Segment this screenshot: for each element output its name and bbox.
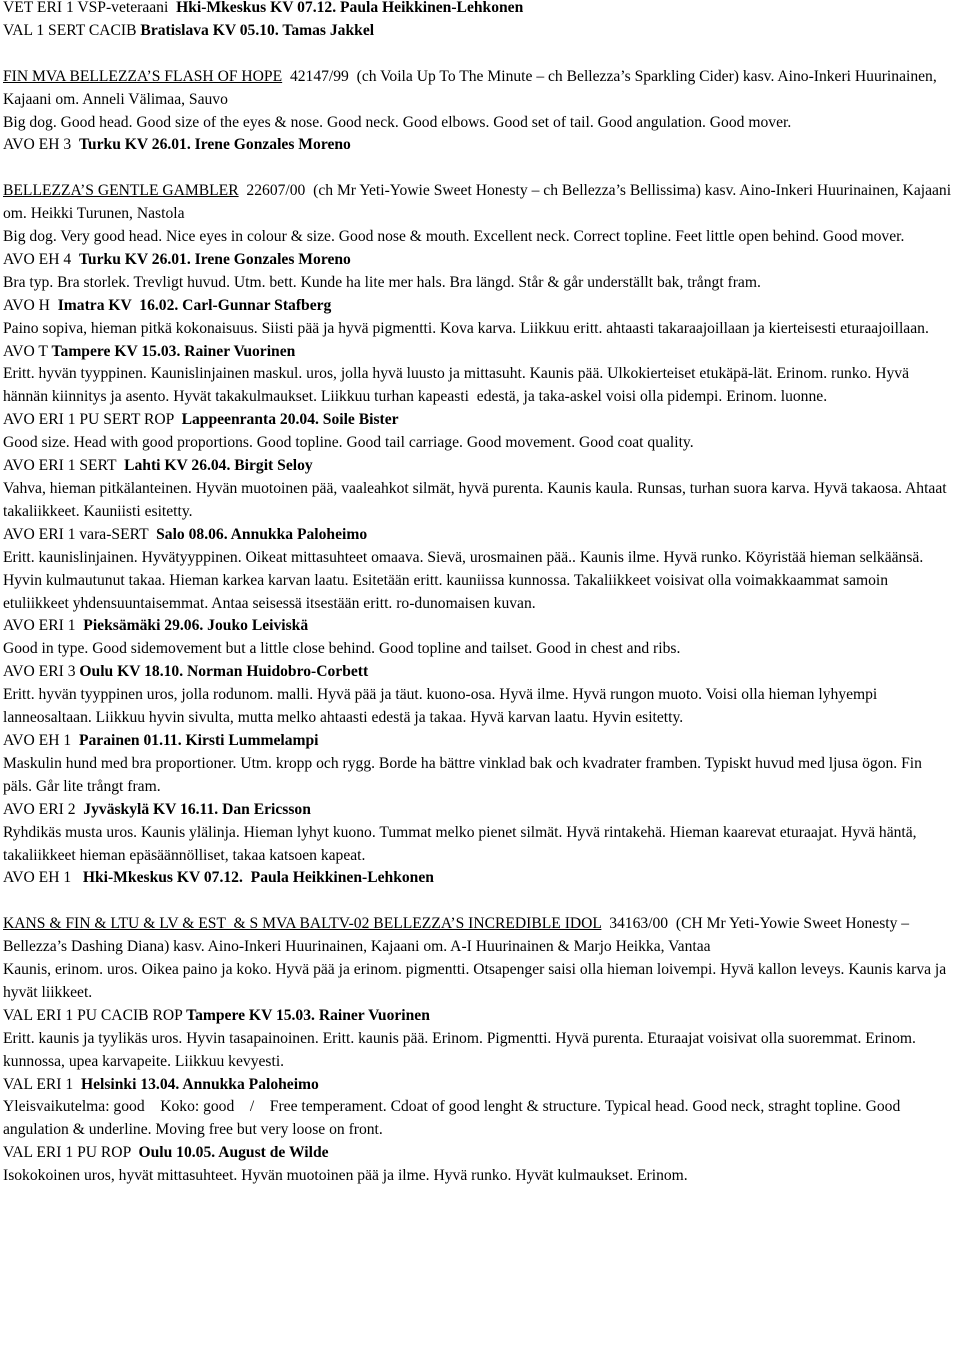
text-run: Yleisvaikutelma: good Koko: good / Free temperament. Cdoat of good lenght & structure. Typical head. Good neck, straght topline. Good angulation & underline. Moving free but very loose on front. (3, 1098, 905, 1139)
show-judge: Hki-Mkeskus KV 07.12. Paula Heikkinen-Lehkonen (82, 869, 434, 887)
text-line (3, 638, 953, 661)
text-line (3, 524, 953, 547)
text-run: AVO ERI 1 SERT (3, 457, 125, 475)
show-judge: Bratislava KV 05.10. Tamas Jakkel (140, 21, 375, 39)
text-line (3, 318, 953, 341)
text-line (3, 432, 953, 455)
text-line (3, 799, 953, 822)
text-run: AVO ERI 3 (3, 663, 80, 681)
text-line (3, 822, 953, 868)
show-judge: Turku KV 26.01. Irene Gonzales Moreno (78, 136, 351, 154)
text-line (3, 249, 953, 272)
show-judge: Lahti KV 26.04. Birgit Seloy (124, 457, 313, 475)
show-judge: Imatra KV 16.02. Carl-Gunnar Stafberg (57, 296, 332, 314)
text-line (3, 0, 953, 20)
text-run: AVO T (3, 342, 52, 360)
text-run: AVO EH 1 (3, 869, 83, 887)
text-line (3, 547, 953, 616)
text-run: Bra typ. Bra storlek. Trevligt huvud. Utm. bett. Kunde ha lite mer hals. Bra längd. Står & går underställt bak, trångt fram. (3, 273, 761, 291)
text-run: AVO EH 4 (3, 250, 79, 268)
text-line (3, 1165, 953, 1188)
show-judge: Turku KV 26.01. Irene Gonzales Moreno (78, 250, 351, 268)
text-line (3, 134, 953, 157)
show-judge: Oulu 10.05. August de Wilde (138, 1144, 329, 1162)
text-run: AVO ERI 2 (3, 800, 84, 818)
text-run: Vahva, hieman pitkälanteinen. Hyvän muotoinen pää, vaaleahkot silmät, hyvä purenta. Kaunis kaula. Runsas, turhan suora karva. Hyvä takaosa. Ahtaat takaliikkeet. Kauniisti esitetty. (3, 480, 951, 520)
text-line (3, 455, 953, 478)
text-run: Good size. Head with good proportions. Good topline. Good tail carriage. Good movement. Good coat quality. (3, 434, 694, 452)
text-line (3, 272, 953, 295)
text-run: VAL ERI 1 (3, 1075, 81, 1093)
text-line (3, 409, 953, 432)
text-line (3, 730, 953, 753)
text-run: VAL ERI 1 PU ROP (3, 1144, 139, 1162)
text-run: AVO EH 1 (3, 731, 79, 749)
dog-name: FIN MVA BELLEZZA’S FLASH OF HOPE (3, 67, 283, 85)
text-line (3, 226, 953, 249)
text-run: AVO ERI 1 vara-SERT (3, 525, 157, 543)
text-line (3, 20, 953, 43)
text-run: Eritt. hyvän tyyppinen. Kaunislinjainen maskul. uros, jolla hyvä luusto ja mittasuht. Kaunis pää. Ulkokierteiset etukäpä-lät. Erinom. runko. Hyvä hännän kiinnitys ja asento. Hyvät takakulmaukset. Liikkuu turhan kapeasti edestä, ja taka-askel voisi olla pidempi. Erinom. luonne. (3, 365, 913, 406)
text-line (3, 478, 953, 524)
text-run: 34163/00 (CH Mr Yeti-Yowie Sweet Honesty – Bellezza’s Dashing Diana) kasv. Aino-Inkeri Huurinainen, Kajaani om. A-I Huurinainen & Marjo Heikka, Vantaa (3, 915, 913, 956)
dog-name: KANS & FIN & LTU & LV & EST & S MVA BALTV-02 BELLEZZA’S INCREDIBLE IDOL (3, 915, 602, 933)
text-line (3, 1142, 953, 1165)
text-run: Eritt. kaunislinjainen. Hyvätyyppinen. Oikeat mittasuhteet omaava. Sievä, urosmainen pää.. Kaunis ilme. Hyvä runko. Köyristää hieman selkäänsä. Hyvin kulmautunut takaa. Hieman karkea karvan laatu. Esitetään eritt. kauniissa kunnossa. Takaliikkeet voisivat olla voimakkaammat samoin etuliikkeet yhdensuuntaisemmat. Antaa seisessä itsestään eritt. ro-dunomaisen kuvan. (3, 548, 928, 612)
text-run: Big dog. Very good head. Nice eyes in colour & size. Good nose & mouth. Excellent neck. Correct topline. Feet little open behind. Good mover. (3, 228, 905, 246)
text-line (3, 867, 953, 890)
text-run: VAL 1 SERT CACIB (3, 21, 141, 39)
text-line (3, 1074, 953, 1097)
text-run: Big dog. Good head. Good size of the eyes & nose. Good neck. Good elbows. Good set of tail. Good angulation. Good mover. (3, 113, 792, 131)
text-line (3, 684, 953, 730)
text-run: Good in type. Good sidemovement but a little close behind. Good topline and tailset. Good in chest and ribs. (3, 640, 681, 658)
text-run: Paino sopiva, hieman pitkä kokonaisuus. Siisti pää ja hyvä pigmentti. Kova karva. Liikkuu eritt. ahtaasti takaraajoillaan ja kierteisesti eturaajoillaan. (3, 319, 929, 337)
text-run: VET ERI 1 VSP-veteraani (3, 0, 177, 16)
paragraph-gap (3, 890, 953, 913)
text-run: VAL ERI 1 PU CACIB ROP (3, 1006, 187, 1024)
text-run: 22607/00 (ch Mr Yeti-Yowie Sweet Honesty – ch Bellezza’s Bellissima) kasv. Aino-Inkeri Huurinainen, Kajaani om. Heikki Turunen, Nastola (3, 182, 955, 223)
text-line (3, 295, 953, 318)
show-judge: Jyväskylä KV 16.11. Dan Ericsson (83, 800, 311, 818)
text-run: Kaunis, erinom. uros. Oikea paino ja koko. Hyvä pää ja erinom. pigmentti. Otsapenger saisi olla hieman loivempi. Hyvä kallon leveys. Kaunis karva ja hyvät liikkeet. (3, 961, 951, 1001)
text-line (3, 913, 953, 959)
show-judge: Lappeenranta 20.04. Soile Bister (181, 411, 399, 429)
paragraph-gap (3, 157, 953, 180)
show-judge: Helsinki 13.04. Annukka Paloheimo (80, 1075, 319, 1093)
text-run: Maskulin hund med bra proportioner. Utm. kropp och rygg. Borde ha bättre vinklad bak och kvadrater framben. Typiskt huvud med ljusa ögon. Fin päls. Går lite trångt fram. (3, 754, 926, 795)
show-judge: Hki-Mkeskus KV 07.12. Paula Heikkinen-Lehkonen (176, 0, 524, 16)
text-line (3, 341, 953, 364)
text-run: AVO ERI 1 PU SERT ROP (3, 411, 182, 429)
show-judge: Parainen 01.11. Kirsti Lummelampi (78, 731, 319, 749)
text-line (3, 112, 953, 135)
text-run: AVO H (3, 296, 58, 314)
show-judge: Tampere KV 15.03. Rainer Vuorinen (51, 342, 296, 360)
text-line (3, 1096, 953, 1142)
text-line (3, 363, 953, 409)
show-judge: Tampere KV 15.03. Rainer Vuorinen (186, 1006, 430, 1024)
paragraph-gap (3, 43, 953, 66)
text-run: Eritt. kaunis ja tyylikäs uros. Hyvin tasapainoinen. Eritt. kaunis pää. Erinom. Pigmentti. Hyvä purenta. Eturaajat voisivat olla suoremmat. Erinom. kunnossa, upea karvapeite. Liikkuu kevyesti. (3, 1029, 920, 1070)
text-run: Ryhdikäs musta uros. Kaunis ylälinja. Hieman lyhyt kuono. Tummat melko pienet silmät. Hyvä rintakehä. Hieman kaarevat eturaajat. Hyvä häntä, takaliikkeet hieman epäsäännölliset, takaa katsoen kapeat. (3, 823, 921, 864)
show-judge: Pieksämäki 29.06. Jouko Leiviskä (83, 617, 309, 635)
text-line (3, 1028, 953, 1074)
text-run: AVO EH 3 (3, 136, 79, 154)
text-line (3, 180, 953, 226)
text-line (3, 1005, 953, 1028)
text-line (3, 661, 953, 684)
text-run: Eritt. hyvän tyyppinen uros, jolla rodunom. malli. Hyvä pää ja täut. kuono-osa. Hyvä ilme. Hyvä rungon muoto. Voisi olla hieman lyhyempi lanneosaltaan. Liikkuu hyvin sivulta, mutta melko ahtaasti edestä ja takaa. Hyvä karvan laatu. Hyvin esitetty. (3, 686, 882, 727)
text-line (3, 615, 953, 638)
text-line (3, 959, 953, 1005)
dog-name: BELLEZZA’S GENTLE GAMBLER (3, 182, 239, 200)
text-run: Isokokoinen uros, hyvät mittasuhteet. Hyvän muotoinen pää ja ilme. Hyvä runko. Hyvät kulmaukset. Erinom. (3, 1167, 688, 1185)
text-run: 42147/99 (ch Voila Up To The Minute – ch Bellezza’s Sparkling Cider) kasv. Aino-Inkeri Huurinainen, Kajaani om. Anneli Välimaa, Sauvo (3, 67, 941, 108)
text-line (3, 66, 953, 112)
show-judge: Oulu KV 18.10. Norman Huidobro-Corbett (79, 663, 369, 681)
text-run: AVO ERI 1 (3, 617, 84, 635)
text-line (3, 753, 953, 799)
show-judge: Salo 08.06. Annukka Paloheimo (156, 525, 368, 543)
